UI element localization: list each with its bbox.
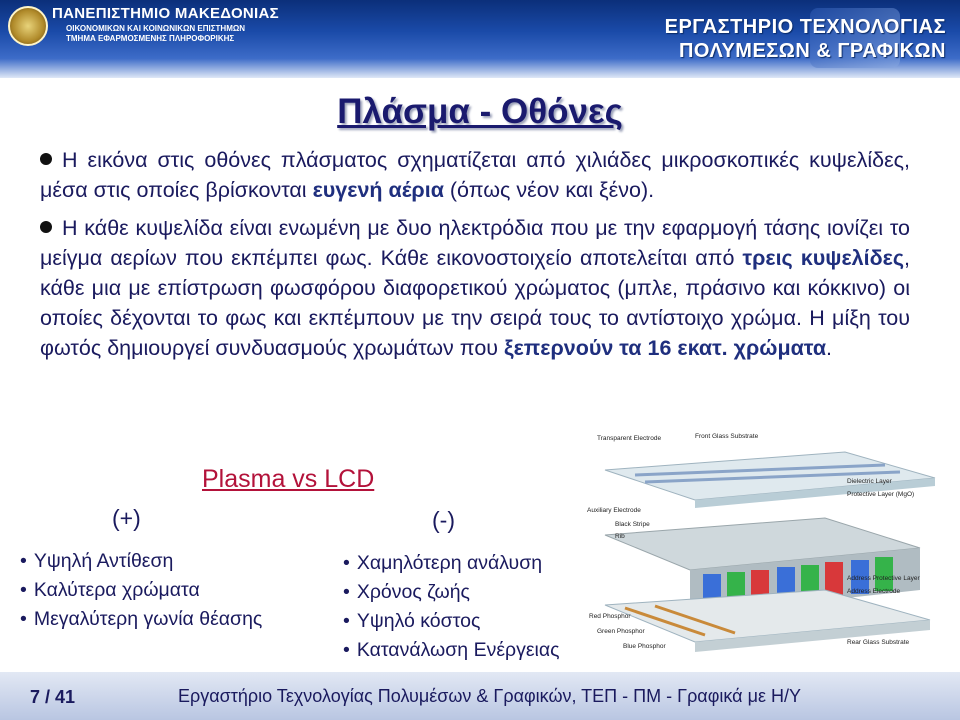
paragraph-2 bbox=[40, 213, 910, 363]
header-banner bbox=[0, 0, 960, 78]
slide-title: Πλάσμα - Οθόνες bbox=[337, 92, 623, 131]
advantage-item: • Υψηλή Αντίθεση bbox=[20, 547, 262, 576]
plasma-panel-diagram bbox=[585, 430, 957, 660]
paragraph-1 bbox=[40, 145, 910, 205]
lab-name-line-1: ΕΡΓΑΣΤΗΡΙΟ ΤΕΧΝΟΛΟΓΙΑΣ bbox=[664, 16, 946, 38]
department-line-1: ΟΙΚΟΝΟΜΙΚΩΝ ΚΑΙ ΚΟΙΝΩΝΙΚΩΝ ΕΠΙΣΤΗΜΩΝ bbox=[66, 24, 246, 33]
label-transparent-electrode: Transparent Electrode bbox=[597, 435, 662, 442]
bullet-icon bbox=[40, 221, 52, 233]
label-dielectric-layer: Dielectric Layer bbox=[847, 478, 892, 485]
label-address-electrode: Address Electrode bbox=[847, 588, 901, 595]
disadvantage-item: • Κατανάλωση Ενέργειας bbox=[343, 636, 560, 665]
label-black-stripe: Black Stripe bbox=[615, 521, 650, 528]
university-seal-icon bbox=[8, 6, 48, 46]
paragraph-2-text-3: . bbox=[826, 336, 833, 360]
slide-body bbox=[40, 145, 910, 363]
label-auxiliary-electrode: Auxiliary Electrode bbox=[587, 507, 641, 514]
university-name: ΠΑΝΕΠΙΣΤΗΜΙΟ ΜΑΚΕΔΟΝΙΑΣ bbox=[52, 5, 279, 22]
paragraph-2-bold-1: τρεις κυψελίδες bbox=[742, 246, 905, 270]
paragraph-2-text-1: Η κάθε κυψελίδα είναι ενωμένη με δυο ηλεκτρόδια που με την εφαρμογή τάσης ιονίζει το μείγμα αερίων που εκπέμπει φως. Κάθε εικονοστοιχείο αποτελείται από bbox=[40, 216, 910, 270]
paragraph-1-bold-1: ευγενή αέρια bbox=[312, 178, 444, 202]
label-protective-layer: Protective Layer (MgO) bbox=[847, 491, 915, 498]
paragraph-2-bold-2: ξεπερνούν τα 16 εκατ. χρώματα bbox=[504, 336, 827, 360]
disadvantage-item: • Χρόνος ζωής bbox=[343, 578, 560, 607]
advantage-item: • Καλύτερα χρώματα bbox=[20, 576, 262, 605]
disadvantage-item: • Υψηλό κόστος bbox=[343, 607, 560, 636]
lab-name-line-2: ΠΟΛΥΜΕΣΩΝ & ΓΡΑΦΙΚΩΝ bbox=[678, 40, 946, 62]
label-blue-phosphor: Blue Phosphor bbox=[623, 643, 666, 650]
paragraph-1-text-1: Η εικόνα στις οθόνες πλάσματος σχηματίζεται από χιλιάδες μικροσκοπικές κυψελίδες, μέσα στις οποίες βρίσκονται bbox=[40, 148, 910, 202]
footer-text: Εργαστήριο Τεχνολογίας Πολυμέσων & Γραφικών, ΤΕΠ - ΠΜ - Γραφικά με Η/Υ bbox=[178, 686, 801, 706]
disadvantage-item: • Χαμηλότερη ανάλυση bbox=[343, 549, 560, 578]
label-rib: Rib bbox=[615, 533, 625, 540]
green-cell bbox=[875, 557, 893, 591]
disadvantages-list bbox=[343, 549, 560, 665]
advantages-heading: (+) bbox=[112, 505, 141, 531]
bullet-icon bbox=[40, 153, 52, 165]
comparison-title: Plasma vs LCD bbox=[202, 465, 375, 493]
label-red-phosphor: Red Phosphor bbox=[589, 613, 631, 620]
advantages-list bbox=[20, 547, 262, 634]
label-front-glass: Front Glass Substrate bbox=[695, 433, 759, 440]
page-number: 7 / 41 bbox=[30, 687, 76, 707]
advantage-item: • Μεγαλύτερη γωνία θέασης bbox=[20, 605, 262, 634]
label-green-phosphor: Green Phosphor bbox=[597, 628, 645, 635]
paragraph-2-text-2: , κάθε μια με επίστρωση φωσφόρου διαφορετικού χρώματος (μπλε, πράσινο και κόκκινο) οι οποίες δέχονται το φως και εκπέμπουν με την σειρά τους το αντίστοιχο χρώμα. Η μίξη του φωτός δημιουργεί συνδυασμούς χρωμάτων που bbox=[40, 246, 910, 360]
footer-bar bbox=[0, 672, 960, 720]
department-line-2: ΤΜΗΜΑ ΕΦΑΡΜΟΣΜΕΝΗΣ ΠΛΗΡΟΦΟΡΙΚΗΣ bbox=[66, 34, 235, 43]
label-address-protective: Address Protective Layer bbox=[847, 575, 920, 582]
disadvantages-heading: (-) bbox=[432, 507, 455, 533]
label-rear-glass: Rear Glass Substrate bbox=[847, 639, 910, 646]
paragraph-1-text-2: (όπως νέον και ξένο). bbox=[443, 178, 655, 202]
